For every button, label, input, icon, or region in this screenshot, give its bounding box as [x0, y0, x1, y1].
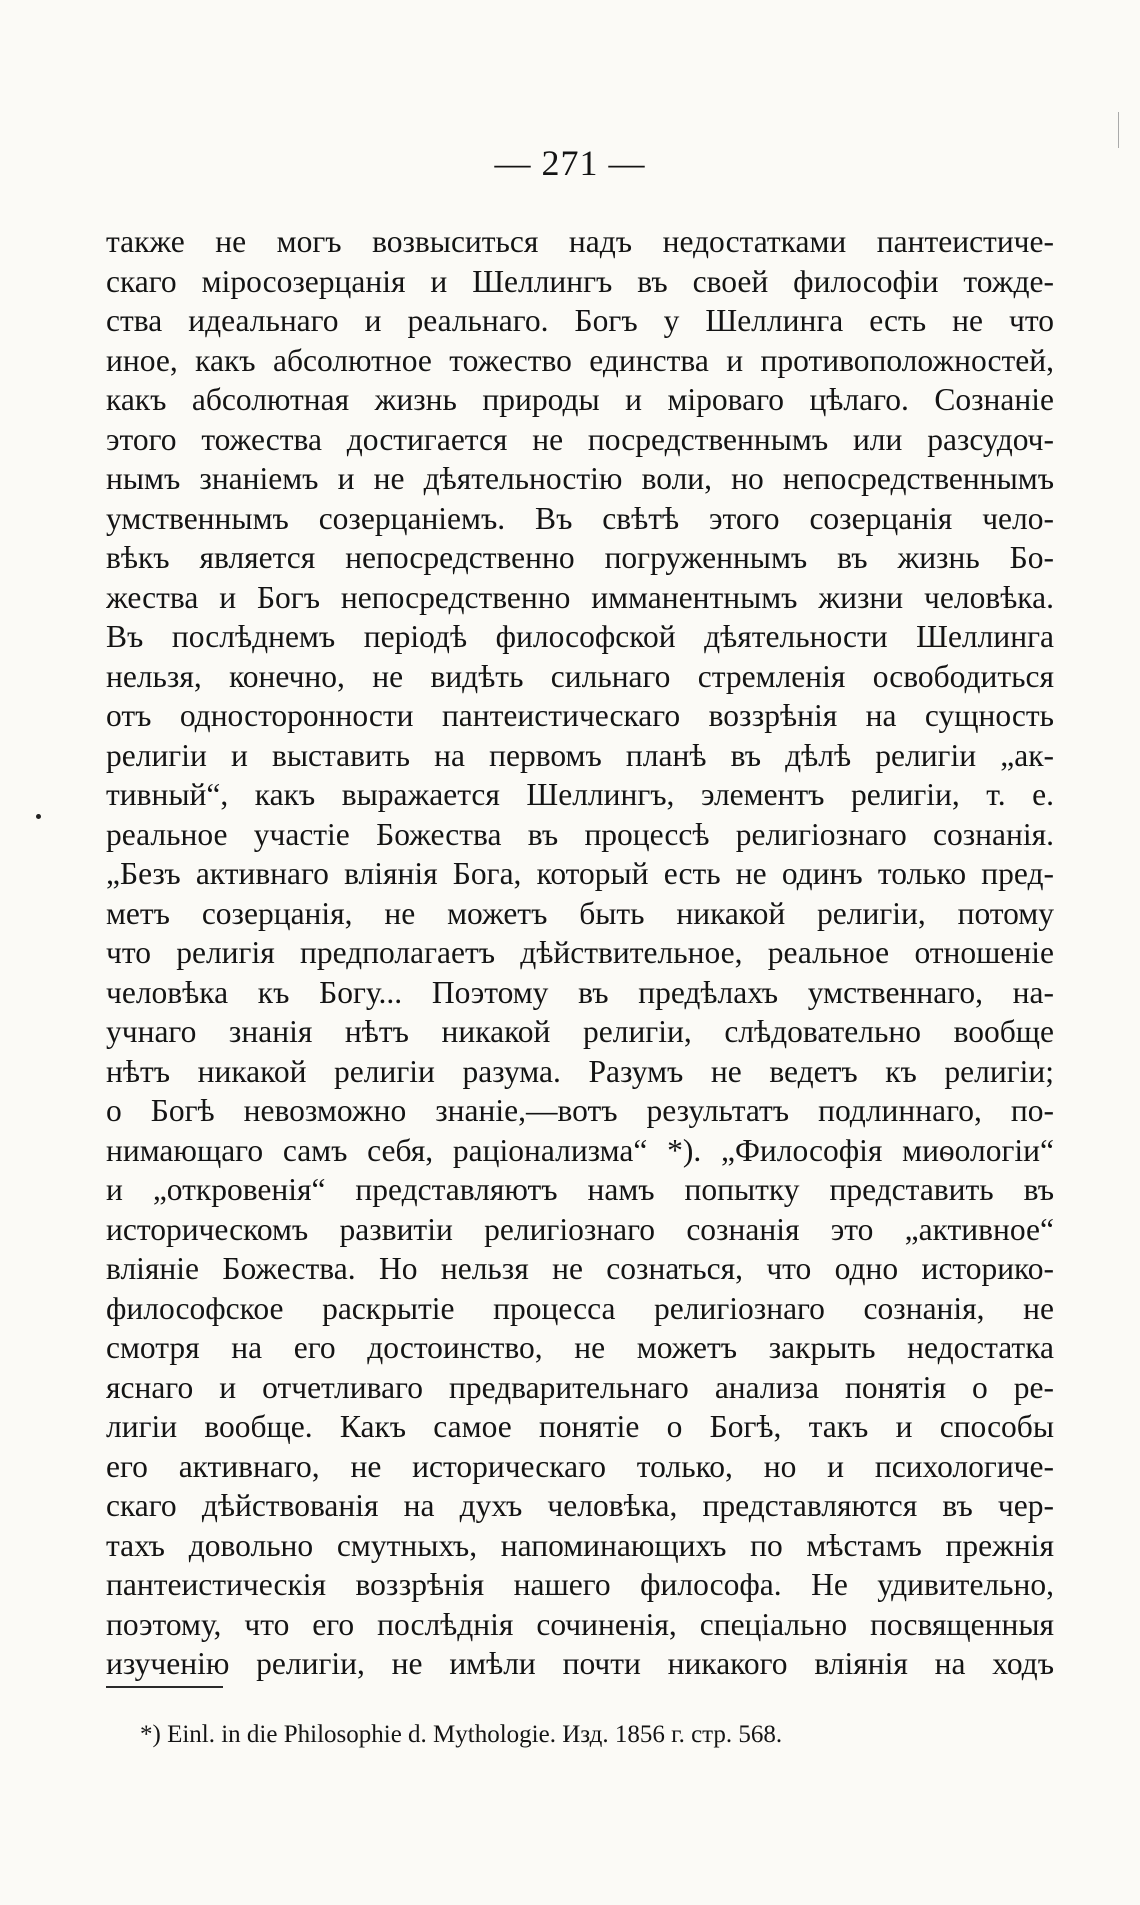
page-number: — 271 —	[494, 143, 646, 183]
text-line: о Богѣ невозможно знаніе,—вотъ результатъ подлиннаго, по-	[106, 1093, 1054, 1128]
text-line: лигіи вообще. Какъ самое понятіе о Богѣ, такъ и способы	[106, 1409, 1054, 1444]
text-line: также не могъ возвыситься надъ недостатками пантеистиче-	[106, 224, 1054, 259]
text-line: тахъ довольно смутныхъ, напоминающихъ по мѣстамъ прежнія	[106, 1527, 1054, 1563]
text-line: иное, какъ абсолютное тожество единства и противоположностей,	[106, 342, 1054, 378]
body-text	[106, 222, 1054, 1684]
text-line: поэтому, что его послѣднія сочиненія, спеціально посвященныя	[106, 1606, 1054, 1642]
text-line: ства идеальнаго и реальнаго. Богъ у Шеллинга есть не что	[106, 303, 1054, 338]
text-line: его активнаго, не историческаго только, но и психологиче-	[106, 1448, 1054, 1484]
text-line: скаго дѣйствованія на духъ человѣка, представляются въ чер-	[106, 1488, 1054, 1523]
text-line: яснаго и отчетливаго предварительнаго анализа понятія о ре-	[106, 1369, 1054, 1405]
text-line: этого тожества достигается не посредственнымъ или разсудоч-	[106, 421, 1054, 457]
text-line: жества и Богъ непосредственно имманентнымъ жизни человѣка.	[106, 579, 1054, 615]
text-line: „Безъ активнаго вліянія Бога, который есть не одинъ только пред-	[106, 856, 1054, 891]
margin-dot	[36, 814, 41, 819]
text-line: и „откровенія“ представляютъ намъ попытку представить въ	[106, 1172, 1054, 1207]
text-line: вліяніе Божества. Но нельзя не сознаться, что одно историко-	[106, 1251, 1054, 1286]
text-line: какъ абсолютная жизнь природы и міроваго цѣлаго. Сознаніе	[106, 382, 1054, 417]
footnote-separator	[106, 1686, 223, 1688]
text-line: историческомъ развитіи религіознаго сознанія это „активное“	[106, 1211, 1054, 1247]
text-line: метъ созерцанія, не можетъ быть никакой религіи, потому	[106, 895, 1054, 931]
text-line: пантеистическія воззрѣнія нашего философа. Не удивительно,	[106, 1567, 1054, 1602]
text-line: что религія предполагаетъ дѣйствительное, реальное отношеніе	[106, 935, 1054, 970]
text-line: нѣтъ никакой религіи разума. Разумъ не ведетъ къ религіи;	[106, 1053, 1054, 1089]
text-line: изученію религіи, не имѣли почти никакого вліянія на ходъ	[106, 1646, 1054, 1681]
text-line: скаго міросозерцанія и Шеллингъ въ своей философіи тожде-	[106, 263, 1054, 299]
text-line: тивный“, какъ выражается Шеллингъ, элементъ религіи, т. е.	[106, 777, 1054, 812]
text-line: смотря на его достоинство, не можетъ закрыть недостатка	[106, 1330, 1054, 1365]
text-line: учнаго знанія нѣтъ никакой религіи, слѣдовательно вообще	[106, 1014, 1054, 1049]
text-line: отъ односторонности пантеистическаго воззрѣнія на сущность	[106, 698, 1054, 733]
footnote: *) Einl. in die Philosophie d. Mythologie. Изд. 1856 г. стр. 568.	[140, 1721, 783, 1748]
text-line: Въ послѣднемъ періодѣ философской дѣятельности Шеллинга	[106, 619, 1054, 654]
text-line: вѣкъ является непосредственно погруженнымъ въ жизнь Бо-	[106, 540, 1054, 575]
text-line: нельзя, конечно, не видѣть сильнаго стремленія освободиться	[106, 658, 1054, 694]
text-line: религіи и выставить на первомъ планѣ въ дѣлѣ религіи „ак-	[106, 737, 1054, 773]
text-line: умственнымъ созерцаніемъ. Въ свѣтѣ этого созерцанія чело-	[106, 500, 1054, 536]
text-line: нимающаго самъ себя, раціонализма“ *). „Философія миѳологіи“	[106, 1132, 1054, 1168]
text-line: реальное участіе Божества въ процессѣ религіознаго сознанія.	[106, 816, 1054, 852]
text-line: человѣка къ Богу... Поэтому въ предѣлахъ умственнаго, на-	[106, 974, 1054, 1010]
text-line: философское раскрытіе процесса религіознаго сознанія, не	[106, 1290, 1054, 1326]
text-line: нымъ знаніемъ и не дѣятельностію воли, но непосредственнымъ	[106, 461, 1054, 496]
